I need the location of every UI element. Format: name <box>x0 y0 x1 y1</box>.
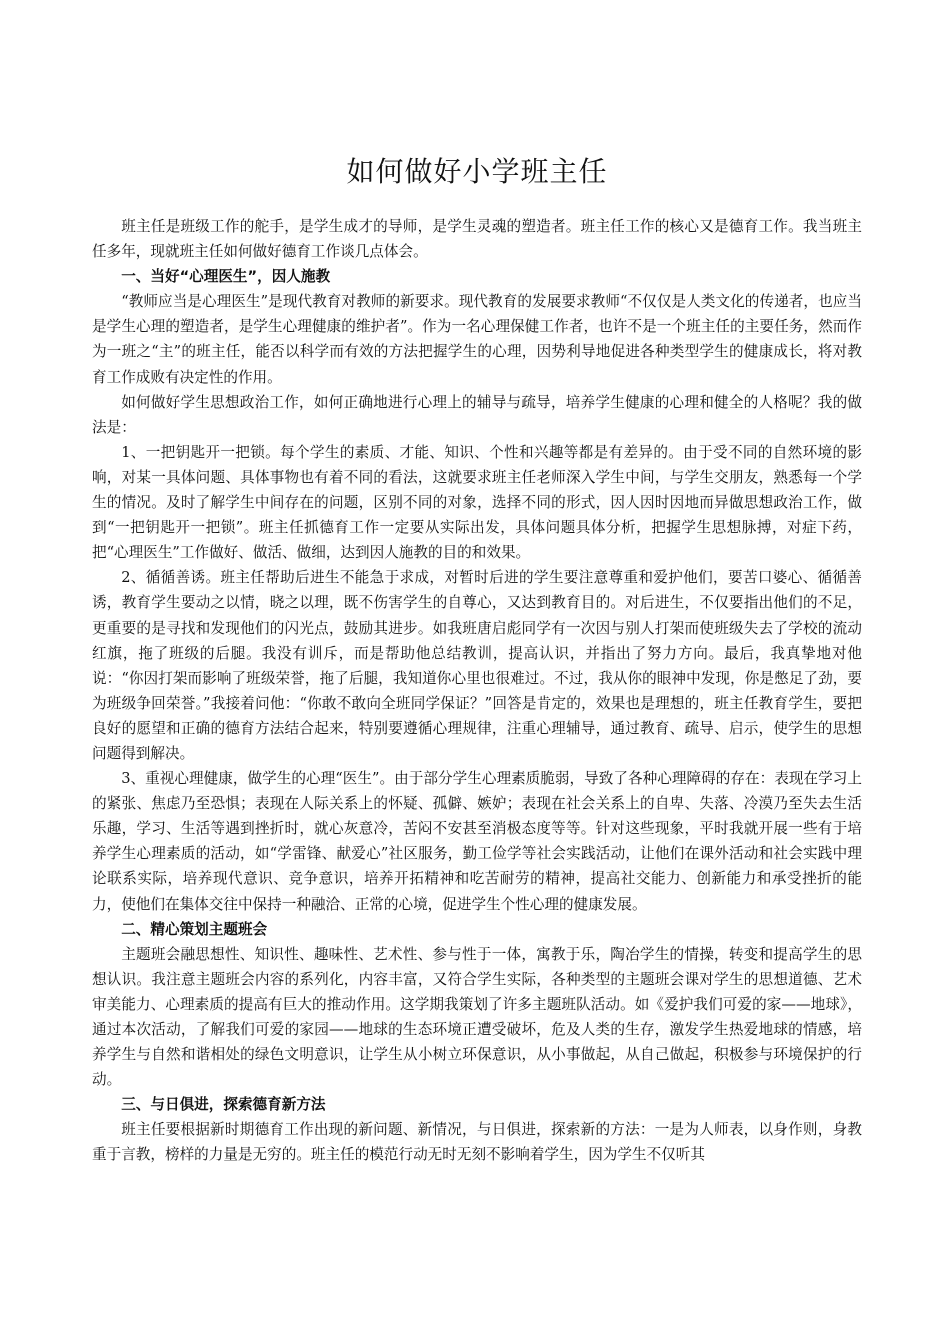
body-paragraph: 班主任是班级工作的舵手，是学生成才的导师，是学生灵魂的塑造者。班主任工作的核心又是德育工作。我当班主任多年，现就班主任如何做好德育工作谈几点体会。 <box>92 218 862 261</box>
body-paragraph: 如何做好学生思想政治工作，如何正确地进行心理上的辅导与疏导，培养学生健康的心理和健全的人格呢？我的做法是： <box>92 393 862 436</box>
section-heading: 三、与日俱进，探索德育新方法 <box>121 1096 326 1114</box>
document-page <box>92 152 862 1168</box>
body-paragraph: “教师应当是心理医生”是现代教育对教师的新要求。现代教育的发展要求教师“不仅仅是人类文化的传递者，也应当是学生心理的塑造者，是学生心理健康的维护者”。作为一名心理保健工作者，也许不是一个班主任的主要任务，然而作为一班之“主”的班主任，能否以科学而有效的方法把握学生的心理，因势利导地促进各种类型学生的健康成长，将对教育工作成败有决定性的作用。 <box>92 293 862 386</box>
section-heading: 一、当好“心理医生”，因人施教 <box>121 268 331 286</box>
body-paragraph: 1、一把钥匙开一把锁。每个学生的素质、才能、知识、个性和兴趣等都是有差异的。由于受不同的自然环境的影响，对某一具体问题、具体事物也有着不同的看法，这就要求班主任老师深入学生中间，与学生交朋友，熟悉每一个学生的情况。及时了解学生中间存在的问题，区别不同的对象，选择不同的形式，因人因时因地而异做思想政治工作，做到“一把钥匙开一把锁”。班主任抓德育工作一定要从实际出发，具体问题具体分析，把握学生思想脉搏，对症下药，把“心理医生”工作做好、做活、做细，达到因人施教的目的和效果。 <box>92 443 862 562</box>
body-paragraph: 2、循循善诱。班主任帮助后进生不能急于求成，对暂时后进的学生要注意尊重和爱护他们，要苦口婆心、循循善诱，教育学生要动之以情，晓之以理，既不伤害学生的自尊心，又达到教育目的。对后进生，不仅要指出他们的不足，更重要的是寻找和发现他们的闪光点，鼓励其进步。如我班唐启彪同学有一次因与别人打架而使班级失去了学校的流动红旗，拖了班级的后腿。我没有训斥，而是帮助他总结教训，提高认识，并指出了努力方向。最后，我真挚地对他说：“你因打架而影响了班级荣誉，拖了后腿，我知道你心里也很难过。不过，我从你的眼神中发现，你是憋足了劲，要为班级争回荣誉。”我接着问他：“你敢不敢向全班同学保证？”回答是肯定的，效果也是理想的，班主任教育学生，要把良好的愿望和正确的德育方法结合起来，特别要遵循心理规律，注重心理辅导，通过教育、疏导、启示，使学生的思想问题得到解决。 <box>92 569 862 762</box>
body-paragraph: 班主任要根据新时期德育工作出现的新问题、新情况，与日俱进，探索新的方法：一是为人师表，以身作则，身教重于言教，榜样的力量是无穷的。班主任的模范行动无时无刻不影响着学生，因为学生不仅听其 <box>92 1121 862 1164</box>
section-heading: 二、精心策划主题班会 <box>121 920 268 938</box>
body-paragraph: 主题班会融思想性、知识性、趣味性、艺术性、参与性于一体，寓教于乐，陶冶学生的情操，转变和提高学生的思想认识。我注意主题班会内容的系列化，内容丰富，又符合学生实际，各种类型的主题班会课对学生的思想道德、艺术审美能力、心理素质的提高有巨大的推动作用。这学期我策划了许多主题班队活动。如《爱护我们可爱的家——地球》，通过本次活动，了解我们可爱的家园——地球的生态环境正遭受破坏，危及人类的生存，激发学生热爱地球的情感，培养学生与自然和谐相处的绿色文明意识，让学生从小树立环保意识，从小事做起，从自己做起，积极参与环境保护的行动。 <box>92 945 862 1089</box>
document-title: 如何做好小学班主任 <box>346 155 608 188</box>
body-paragraph: 3、重视心理健康，做学生的心理“医生”。由于部分学生心理素质脆弱，导致了各种心理障碍的存在：表现在学习上的紧张、焦虑乃至恐惧；表现在人际关系上的怀疑、孤僻、嫉妒；表现在社会关系上的自卑、失落、冷漠乃至失去生活乐趣，学习、生活等遇到挫折时，就心灰意冷，苦闷不安甚至消极态度等等。针对这些现象，平时我就开展一些有于培养学生心理素质的活动，如“学雷锋、献爱心”社区服务，勤工俭学等社会实践活动，让他们在课外活动和社会实践中理论联系实际，培养现代意识、竞争意识，培养开拓精神和吃苦耐劳的精神，提高社交能力、创新能力和承受挫折的能力，使他们在集体交往中保持一种融洽、正常的心境，促进学生个性心理的健康发展。 <box>92 770 862 913</box>
document-body <box>92 214 862 1168</box>
